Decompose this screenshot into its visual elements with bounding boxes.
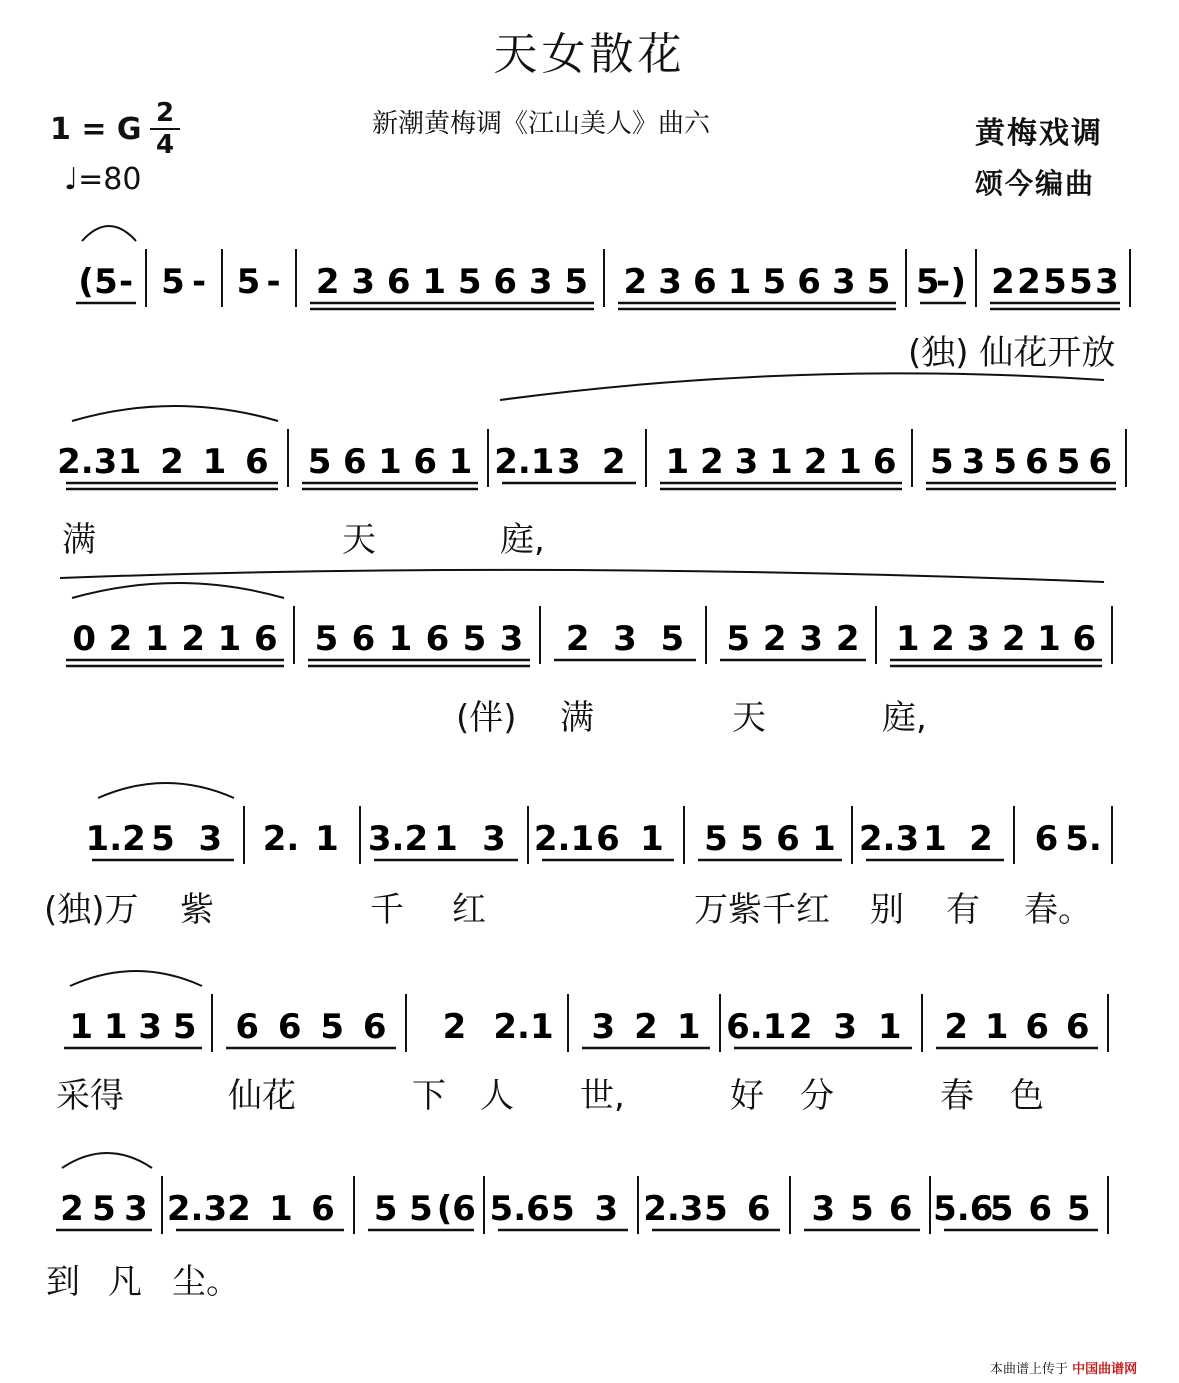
lyric-row3-1: (伴) <box>456 698 517 738</box>
slur <box>82 226 136 241</box>
lyric-row5-5: 世, <box>580 1076 625 1116</box>
note: 6 <box>1034 819 1059 859</box>
note: - <box>118 262 134 302</box>
lyric-row2-2: 天 <box>342 520 376 560</box>
note: 5 <box>462 619 487 659</box>
note: 6 <box>888 1189 913 1229</box>
note: 2 <box>60 1189 84 1229</box>
note: 3 <box>658 262 682 302</box>
note: 1 <box>434 819 458 859</box>
slur <box>70 971 202 986</box>
note: 5 <box>551 1189 575 1229</box>
note: 1 <box>923 819 947 859</box>
note: 6 <box>693 262 717 302</box>
note: 5 <box>307 442 332 482</box>
lyric-row3-4: 庭, <box>882 698 927 738</box>
lyric-row5-1: 采得 <box>56 1076 124 1116</box>
note: 3 <box>557 442 581 482</box>
lyric-row2-3: 庭, <box>500 520 545 560</box>
note: (6 <box>436 1189 476 1229</box>
note: 1 <box>838 442 862 482</box>
note: 2.3 <box>643 1189 704 1229</box>
note: 6 <box>277 1007 302 1047</box>
upload-footer <box>990 1358 1137 1377</box>
note: 1 <box>665 442 690 482</box>
note: 5 <box>1043 262 1067 302</box>
note: 2 <box>227 1189 251 1229</box>
site-logo: 中国曲谱网 <box>1072 1362 1138 1377</box>
note: 6 <box>596 819 620 859</box>
lyric-row6-2: 凡 <box>108 1262 142 1302</box>
note: 2 <box>835 619 860 659</box>
note: 2 <box>634 1007 658 1047</box>
note: 1 <box>217 619 242 659</box>
note: 5 <box>660 619 685 659</box>
note: 3.2 <box>367 819 429 859</box>
lyric-row5-3: 下 <box>412 1076 446 1116</box>
note: 2.1 <box>494 442 555 482</box>
note: 5 <box>866 262 891 302</box>
note: 6 <box>1088 442 1113 482</box>
note: 2 <box>181 619 206 659</box>
note: 1 <box>269 1189 293 1229</box>
note: 3 <box>613 619 637 659</box>
note: 6.1 <box>726 1007 787 1047</box>
note: 3 <box>832 262 856 302</box>
note: 2.3 <box>166 1189 228 1229</box>
note: 5 <box>1066 1189 1091 1229</box>
note: 1 <box>895 619 920 659</box>
note: 1 <box>812 819 836 859</box>
note: 2 <box>991 262 1015 302</box>
note: 3 <box>138 1007 163 1047</box>
note: 6 <box>872 442 897 482</box>
note: 6 <box>797 262 821 302</box>
note: 5 <box>151 819 175 859</box>
lyric-row6-3: 尘。 <box>172 1262 240 1302</box>
lyric-row4-3: 千 <box>370 890 404 930</box>
note: 1 <box>117 442 142 482</box>
note: 6 <box>253 619 278 659</box>
note: 3 <box>799 619 824 659</box>
genre-label: 黄梅戏调 <box>975 116 1103 151</box>
note: 2 <box>803 442 828 482</box>
lyric-row5-9: 色 <box>1010 1076 1044 1116</box>
note: 1 <box>769 442 793 482</box>
note: 3 <box>1095 262 1119 302</box>
note: - <box>191 262 207 302</box>
lyric-row5-2: 仙花 <box>228 1076 296 1116</box>
note: 3 <box>734 442 759 482</box>
note: 3 <box>528 262 553 302</box>
note: 5 <box>704 1189 728 1229</box>
note: 3 <box>811 1189 836 1229</box>
note: 6 <box>351 619 376 659</box>
note: 6 <box>1065 1007 1090 1047</box>
lyric-row5-8: 春 <box>940 1076 974 1116</box>
note: 2 <box>931 619 955 659</box>
tempo-marking <box>64 162 141 197</box>
note: 1 <box>388 619 413 659</box>
note: 6 <box>425 619 450 659</box>
note: 6 <box>342 442 367 482</box>
note: 6 <box>1028 1189 1053 1229</box>
note: 6 <box>1072 619 1097 659</box>
lyric-row4-1: (独)万 <box>44 890 139 930</box>
note: 3 <box>351 262 376 302</box>
note: 3 <box>198 819 223 859</box>
lyric-row5-4: 人 <box>480 1076 514 1116</box>
note: - <box>935 262 951 302</box>
note: 6 <box>1025 1007 1050 1047</box>
note: 5 <box>373 1189 398 1229</box>
note: 5 <box>929 442 954 482</box>
quarter-note-icon: ♩ <box>64 162 79 197</box>
note: 5 <box>314 619 339 659</box>
note: 5 <box>236 262 261 302</box>
note: 5.6 <box>933 1189 994 1229</box>
note: 2 <box>1001 619 1026 659</box>
note: 6 <box>1024 442 1049 482</box>
lyric-row4-2: 紫 <box>180 890 214 930</box>
note: 6 <box>413 442 438 482</box>
lyric-row3-3: 天 <box>732 698 766 738</box>
note: 5 <box>740 819 764 859</box>
note: 1 <box>202 442 227 482</box>
note: 6 <box>493 262 518 302</box>
note: 1 <box>378 442 402 482</box>
note: 6 <box>746 1189 771 1229</box>
note: 1 <box>984 1007 1009 1047</box>
note: - <box>266 262 281 302</box>
note: 2 <box>623 262 648 302</box>
lyric-row5-7: 分 <box>800 1076 834 1116</box>
note: 1 <box>448 442 473 482</box>
note: 2 <box>969 819 993 859</box>
note: 5 <box>762 262 787 302</box>
note: 5 <box>850 1189 874 1229</box>
note: 2 <box>1017 262 1041 302</box>
note: 5 <box>172 1007 197 1047</box>
note: 5 <box>989 1189 1014 1229</box>
note: 1 <box>877 1007 902 1047</box>
note: 5 <box>993 442 1018 482</box>
note: 5 <box>915 262 940 302</box>
note: 5 <box>457 262 482 302</box>
slur <box>72 406 278 421</box>
note: 3 <box>482 819 506 859</box>
note: 6 <box>386 262 411 302</box>
note: 3 <box>499 619 524 659</box>
slur <box>72 583 284 598</box>
note: 2 <box>700 442 724 482</box>
note: 6 <box>362 1007 387 1047</box>
note: 6 <box>776 819 800 859</box>
note: 3 <box>591 1007 616 1047</box>
note: 5 <box>320 1007 345 1047</box>
note: 2 <box>565 619 590 659</box>
note: 2 <box>108 619 133 659</box>
key-signature: 1 = G <box>50 112 142 147</box>
note: 2 <box>762 619 787 659</box>
note: 6 <box>235 1007 260 1047</box>
note: 1 <box>144 619 169 659</box>
note: 3 <box>966 619 991 659</box>
lyric-row4-5: 万紫千红 <box>694 890 830 930</box>
note: 1 <box>422 262 447 302</box>
note: 2 <box>315 262 340 302</box>
slur <box>62 1153 152 1168</box>
note: 2 <box>788 1007 813 1047</box>
score-title: 天女散花 <box>493 29 686 80</box>
note: 5 <box>92 1189 116 1229</box>
lyric-row4-7: 有 <box>946 890 980 930</box>
note: 1 <box>727 262 752 302</box>
lyric-row5-6: 好 <box>730 1076 764 1116</box>
note: 5 <box>564 262 589 302</box>
note: 3 <box>124 1189 148 1229</box>
note: 1 <box>103 1007 128 1047</box>
tempo-value: =80 <box>78 162 142 197</box>
phrase-slur <box>60 570 1104 582</box>
note: 1 <box>676 1007 701 1047</box>
note: 5 <box>704 819 728 859</box>
lyric-row2-1: 满 <box>62 520 96 560</box>
note: 5 <box>1069 262 1093 302</box>
note: ( <box>78 262 94 302</box>
note: 5 <box>161 262 185 302</box>
score-subtitle: 新潮黄梅调《江山美人》曲六 <box>372 109 711 139</box>
note: 2.3 <box>57 442 118 482</box>
note: 6 <box>311 1189 335 1229</box>
note: 1 <box>69 1007 94 1047</box>
note: 2 <box>601 442 626 482</box>
time-denominator: 4 <box>155 130 175 160</box>
note: ) <box>950 262 967 302</box>
slur <box>98 783 234 798</box>
note: 1 <box>315 819 339 859</box>
note: 2.1 <box>533 819 595 859</box>
lyric-row-1: (独) 仙花开放 <box>908 333 1116 373</box>
note: 3 <box>961 442 986 482</box>
note: 2 <box>160 442 184 482</box>
note: 2.3 <box>858 819 920 859</box>
note: 2 <box>442 1007 467 1047</box>
note: 5 <box>1056 442 1081 482</box>
note: 5 <box>94 262 118 302</box>
note: 6 <box>244 442 269 482</box>
footer-text: 本曲谱上传于 <box>990 1362 1069 1377</box>
note: 2. <box>262 819 300 859</box>
note: 0 <box>72 619 97 659</box>
note: 3 <box>833 1007 858 1047</box>
note: 2 <box>944 1007 969 1047</box>
lyric-row3-2: 满 <box>560 698 594 738</box>
note: 1.2 <box>85 819 146 859</box>
lyric-row4-8: 春。 <box>1024 890 1092 930</box>
lyric-row4-4: 红 <box>452 890 486 930</box>
lyric-row6-1: 到 <box>46 1262 80 1302</box>
note: 2.1 <box>493 1007 554 1047</box>
phrase-slur <box>500 373 1104 400</box>
note: 3 <box>594 1189 619 1229</box>
note: 5 <box>726 619 751 659</box>
note: 1 <box>1037 619 1061 659</box>
note: 5. <box>1065 819 1102 859</box>
note: 5.6 <box>489 1189 550 1229</box>
note: 1 <box>640 819 664 859</box>
time-signature <box>150 100 180 158</box>
arranger-label: 颂今编曲 <box>975 167 1096 200</box>
note: 5 <box>409 1189 433 1229</box>
lyric-row4-6: 别 <box>870 890 904 930</box>
time-numerator: 2 <box>155 98 175 128</box>
